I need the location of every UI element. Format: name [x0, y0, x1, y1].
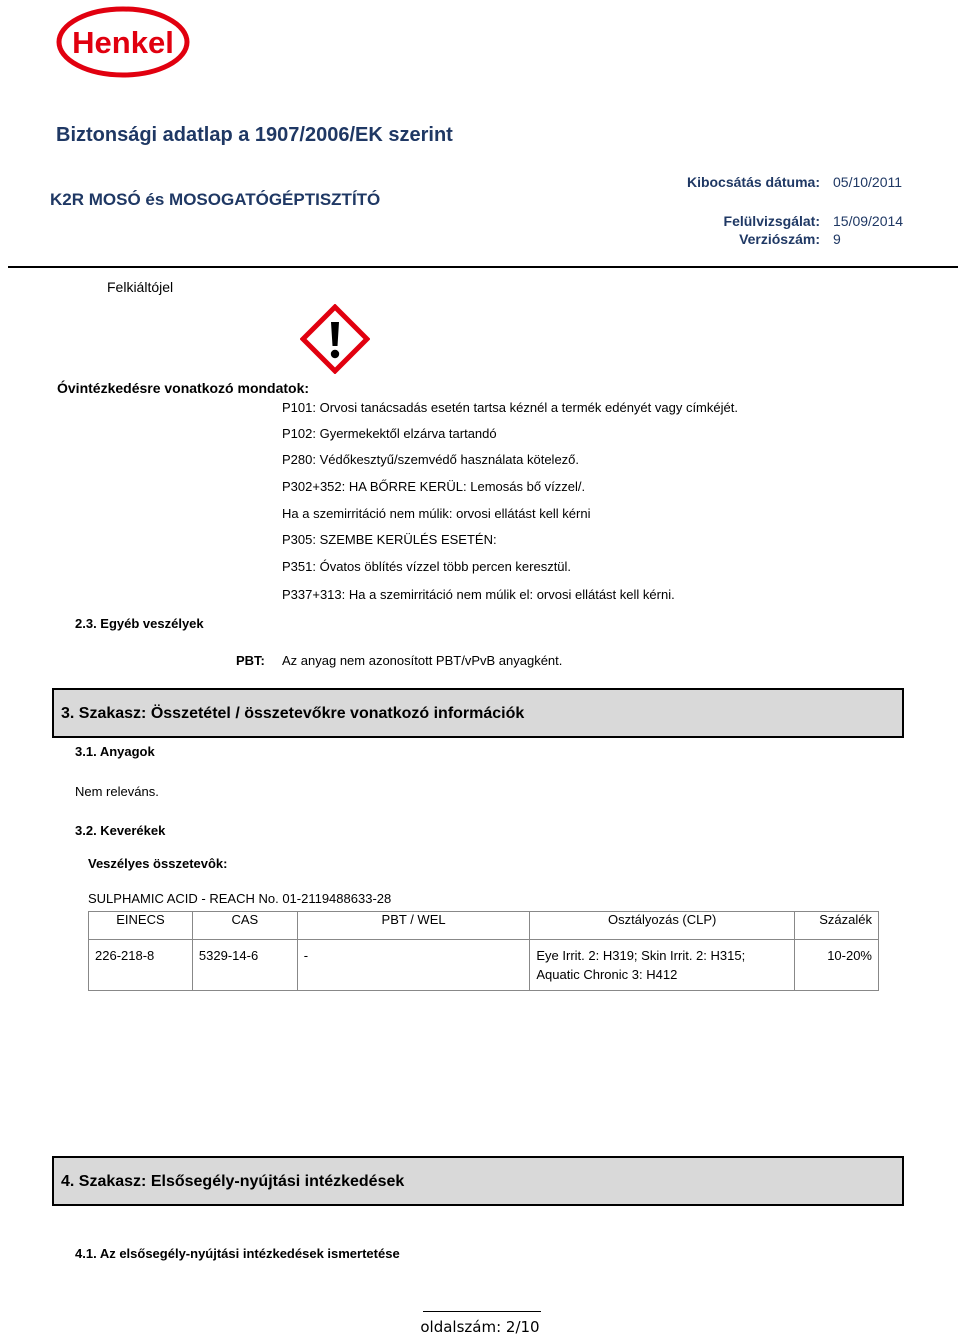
precautionary-heading: Óvintézkedésre vonatkozó mondatok: [57, 380, 310, 396]
substances-heading: 3.1. Anyagok [75, 744, 155, 759]
column-header-einecs: EINECS [89, 912, 193, 940]
precautionary-statement: P337+313: Ha a szemirritáció nem múlik el: orvosi ellátást kell kérni. [282, 587, 675, 602]
composition-table [88, 911, 879, 991]
table-header-row [89, 912, 879, 940]
henkel-logo [56, 6, 190, 78]
hazardous-components-heading: Veszélyes összetevôk: [88, 856, 228, 871]
ghs-exclamation-mark-icon [300, 304, 370, 374]
cell-einecs: 226-218-8 [89, 940, 193, 991]
revision-date-label: Felülvizsgálat: [723, 213, 820, 229]
page-number: oldalszám: 2/10 [420, 1318, 540, 1336]
column-header-percentage: Százalék [795, 912, 879, 940]
other-hazards-heading: 2.3. Egyéb veszélyek [75, 616, 204, 631]
section-3-title: 3. Szakasz: Összetétel / összetevőkre vonatkozó információk [61, 705, 525, 722]
header-divider [8, 266, 958, 268]
precautionary-statement: P305: SZEMBE KERÜLÉS ESETÉN: [282, 532, 497, 547]
section-4-title: 4. Szakasz: Elsősegély-nyújtási intézkedések [61, 1173, 405, 1190]
document-title: Biztonsági adatlap a 1907/2006/EK szerint [56, 124, 453, 146]
precautionary-statement: P280: Védőkesztyű/szemvédő használata kötelező. [282, 452, 580, 467]
table-row [89, 940, 879, 991]
substance-name: SULPHAMIC ACID - REACH No. 01-2119488633-28 [88, 891, 392, 906]
precautionary-statement: P102: Gyermekektől elzárva tartandó [282, 426, 497, 441]
substances-text: Nem releváns. [75, 784, 159, 799]
issue-date-label: Kibocsátás dátuma: [686, 174, 820, 190]
cell-classification: Eye Irrit. 2: H319; Skin Irrit. 2: H315; Aquatic Chronic 3: H412 [530, 940, 795, 991]
version-value: 9 [833, 231, 841, 247]
footer-divider [423, 1311, 541, 1312]
cell-percentage: 10-20% [795, 940, 879, 991]
precautionary-statement: Ha a szemirritáció nem múlik: orvosi ellátást kell kérni [282, 506, 591, 521]
cell-cas: 5329-14-6 [192, 940, 297, 991]
section-4-header [52, 1156, 904, 1206]
cell-pbt-wel: - [297, 940, 530, 991]
precautionary-statement: P101: Orvosi tanácsadás esetén tartsa kéznél a termék edényét vagy címkéjét. [282, 400, 738, 415]
issue-date-value: 05/10/2011 [833, 174, 903, 190]
column-header-cas: CAS [192, 912, 297, 940]
precautionary-statement: P351: Óvatos öblítés vízzel több percen keresztül. [282, 559, 572, 574]
product-name: K2R MOSÓ és MOSOGATÓGÉPTISZTÍTÓ [50, 190, 381, 209]
column-header-classification: Osztályozás (CLP) [530, 912, 795, 940]
first-aid-description-heading: 4.1. Az elsősegély-nyújtási intézkedések ismertetése [75, 1246, 400, 1261]
precautionary-statement: P302+352: HA BŐRRE KERÜL: Lemosás bő vízzel/. [282, 479, 586, 494]
signal-label: Felkiáltójel [107, 279, 174, 295]
pbt-text: Az anyag nem azonosított PBT/vPvB anyagként. [282, 653, 563, 668]
version-label: Verziószám: [739, 231, 820, 247]
pbt-label: PBT: [236, 653, 265, 668]
section-3-header [52, 688, 904, 738]
logo-wordmark: Henkel [72, 25, 174, 60]
mixtures-heading: 3.2. Keverékek [75, 823, 166, 838]
revision-date-value: 15/09/2014 [833, 213, 904, 229]
column-header-pbt-wel: PBT / WEL [297, 912, 530, 940]
